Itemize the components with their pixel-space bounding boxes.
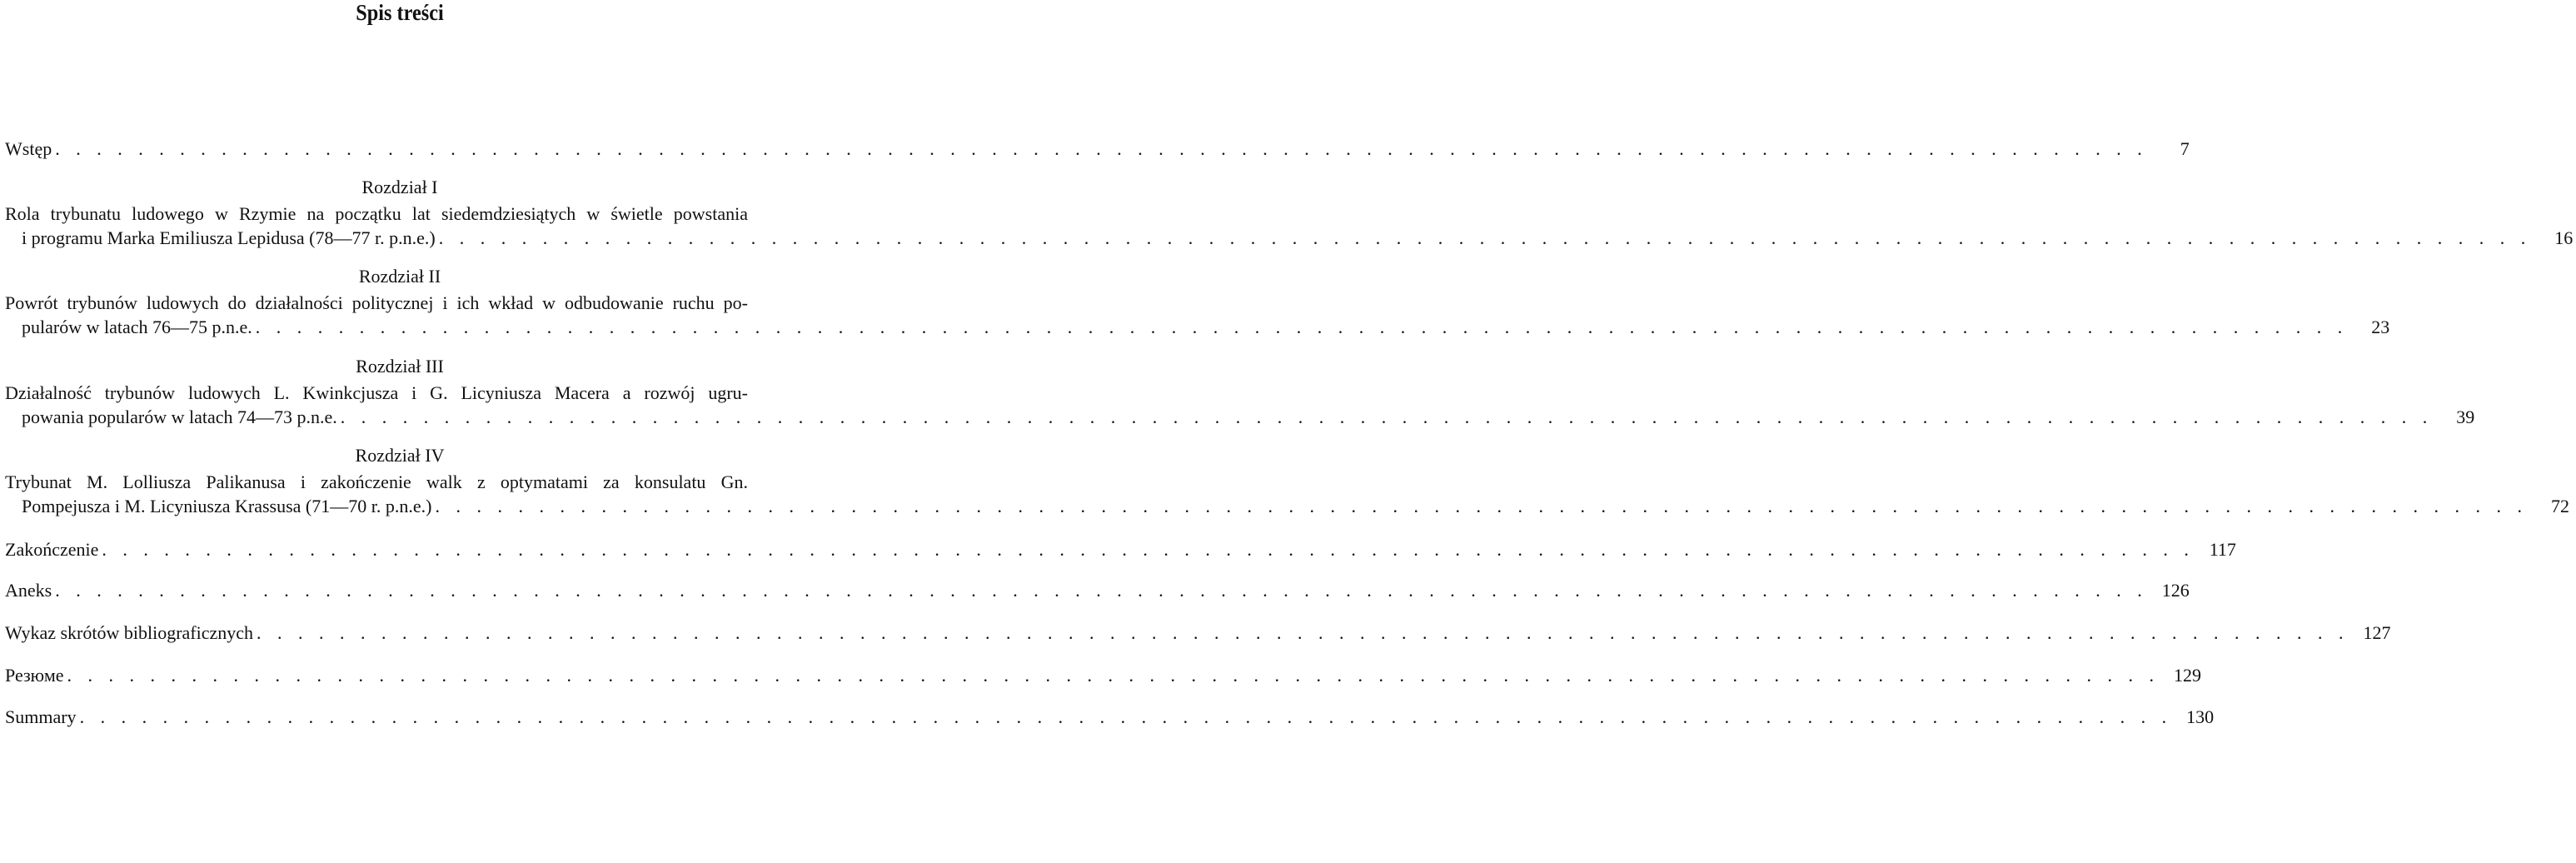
toc-page-number: 117	[2209, 539, 2236, 560]
toc-entry-zakonczenie[interactable]	[5, 537, 2236, 561]
toc-page-number: 126	[2161, 580, 2190, 601]
chapter-heading-2: Rozdział II	[358, 266, 441, 287]
toc-entry-title: Резюме	[5, 665, 64, 686]
toc-entry-title: Wykaz skrótów bibliograficznych	[5, 622, 254, 643]
toc-entry-title-line-2: i programu Marka Emiliusza Lepidusa (78—77 r. p.n.e.)	[22, 227, 436, 248]
dot-leader: . . . . . . . . . . . . . . . . . . . . . . . . . . . . . . . . . . . . . . . . . . . . . . . . . . . . . . . . . . . . . . . . . . . . . . . . . . . . . . . . . . . . . . . . . . . . . . . . . . . . .	[79, 706, 2173, 727]
toc-entry-chapter-3[interactable]	[5, 381, 2475, 429]
dot-leader: . . . . . . . . . . . . . . . . . . . . . . . . . . . . . . . . . . . . . . . . . . . . . . . . . . . . . . . . . . . . . . . . . . . . . . . . . . . . . . . . . . . . . . . . . . . . . . . . . . . . .	[435, 496, 2528, 516]
chapter-heading-3: Rozdział III	[356, 356, 444, 377]
toc-page-number: 16	[2554, 227, 2574, 248]
toc-entry-title-line-2: Pompejusza i M. Licyniusza Krassusa (71—70 r. p.n.e.)	[22, 496, 432, 516]
toc-page-number: 127	[2363, 622, 2391, 643]
toc-entry-title-line-1: Powrót trybunów ludowych do działalności politycznej i ich wkład w odbudowanie ruchu po-	[5, 292, 748, 313]
toc-entry-title-line-1: Działalność trybunów ludowych L. Kwinkcjusza i G. Licyniusza Macera a rozwój ugru-	[5, 382, 748, 403]
toc-entry-title-line-2: powania popularów w latach 74—73 p.n.e.	[22, 407, 337, 427]
dot-leader: . . . . . . . . . . . . . . . . . . . . . . . . . . . . . . . . . . . . . . . . . . . . . . . . . . . . . . . . . . . . . . . . . . . . . . . . . . . . . . . . . . . . . . . . . . . . . . . . . . . . .	[255, 317, 2349, 337]
toc-entry-aneks[interactable]	[5, 578, 2190, 602]
toc-entry-title-line-1: Rola trybunatu ludowego w Rzymie na początku lat siedemdziesiątych w świetle powstania	[5, 203, 748, 224]
chapter-heading-4: Rozdział IV	[355, 445, 445, 466]
toc-page-number: 72	[2550, 496, 2569, 516]
chapter-heading-1: Rozdział I	[361, 177, 438, 197]
toc-page-number: 39	[2456, 407, 2475, 427]
toc-page-number: 7	[2180, 138, 2190, 159]
toc-entry-wstep[interactable]	[5, 137, 2190, 161]
toc-entry-chapter-1[interactable]	[5, 202, 2574, 250]
toc-page-number: 23	[2371, 317, 2390, 337]
toc-entry-summary[interactable]	[5, 705, 2215, 729]
toc-entry-rezyume[interactable]	[5, 663, 2202, 687]
dot-leader: . . . . . . . . . . . . . . . . . . . . . . . . . . . . . . . . . . . . . . . . . . . . . . . . . . . . . . . . . . . . . . . . . . . . . . . . . . . . . . . . . . . . . . . . . . . . . . . . . . . . .	[257, 622, 2349, 643]
toc-entry-chapter-4[interactable]	[5, 470, 2569, 518]
dot-leader: . . . . . . . . . . . . . . . . . . . . . . . . . . . . . . . . . . . . . . . . . . . . . . . . . . . . . . . . . . . . . . . . . . . . . . . . . . . . . . . . . . . . . . . . . . . . . . . . . . . . .	[55, 580, 2148, 601]
dot-leader: . . . . . . . . . . . . . . . . . . . . . . . . . . . . . . . . . . . . . . . . . . . . . . . . . . . . . . . . . . . . . . . . . . . . . . . . . . . . . . . . . . . . . . . . . . . . . . . . . . . . .	[55, 138, 2148, 159]
toc-page-number: 130	[2186, 706, 2215, 727]
page-title: Spis treści	[356, 0, 444, 25]
toc-entry-chapter-2[interactable]	[5, 291, 2390, 339]
dot-leader: . . . . . . . . . . . . . . . . . . . . . . . . . . . . . . . . . . . . . . . . . . . . . . . . . . . . . . . . . . . . . . . . . . . . . . . . . . . . . . . . . . . . . . . . . . . . . . . . . . . . .	[340, 407, 2434, 427]
dot-leader: . . . . . . . . . . . . . . . . . . . . . . . . . . . . . . . . . . . . . . . . . . . . . . . . . . . . . . . . . . . . . . . . . . . . . . . . . . . . . . . . . . . . . . . . . . . . . . . . . . . . .	[67, 665, 2160, 686]
toc-page-number: 129	[2174, 665, 2202, 686]
toc-entry-title-line-1: Trybunat M. Lolliusza Palikanusa i zakończenie walk z optymatami za konsulatu Gn.	[5, 471, 748, 492]
toc-entry-title: Zakończenie	[5, 539, 99, 560]
toc-entry-title: Aneks	[5, 580, 52, 601]
toc-entry-title: Summary	[5, 706, 77, 727]
dot-leader: . . . . . . . . . . . . . . . . . . . . . . . . . . . . . . . . . . . . . . . . . . . . . . . . . . . . . . . . . . . . . . . . . . . . . . . . . . . . . . . . . . . . . . . . . . . . . . . . . . . . .	[438, 227, 2532, 248]
toc-entry-wykaz[interactable]	[5, 621, 2391, 645]
dot-leader: . . . . . . . . . . . . . . . . . . . . . . . . . . . . . . . . . . . . . . . . . . . . . . . . . . . . . . . . . . . . . . . . . . . . . . . . . . . . . . . . . . . . . . . . . . . . . . . . . . . . .	[102, 539, 2195, 560]
toc-entry-title: Wstęp	[5, 138, 52, 159]
toc-entry-title-line-2: pularów w latach 76—75 p.n.e.	[22, 317, 252, 337]
